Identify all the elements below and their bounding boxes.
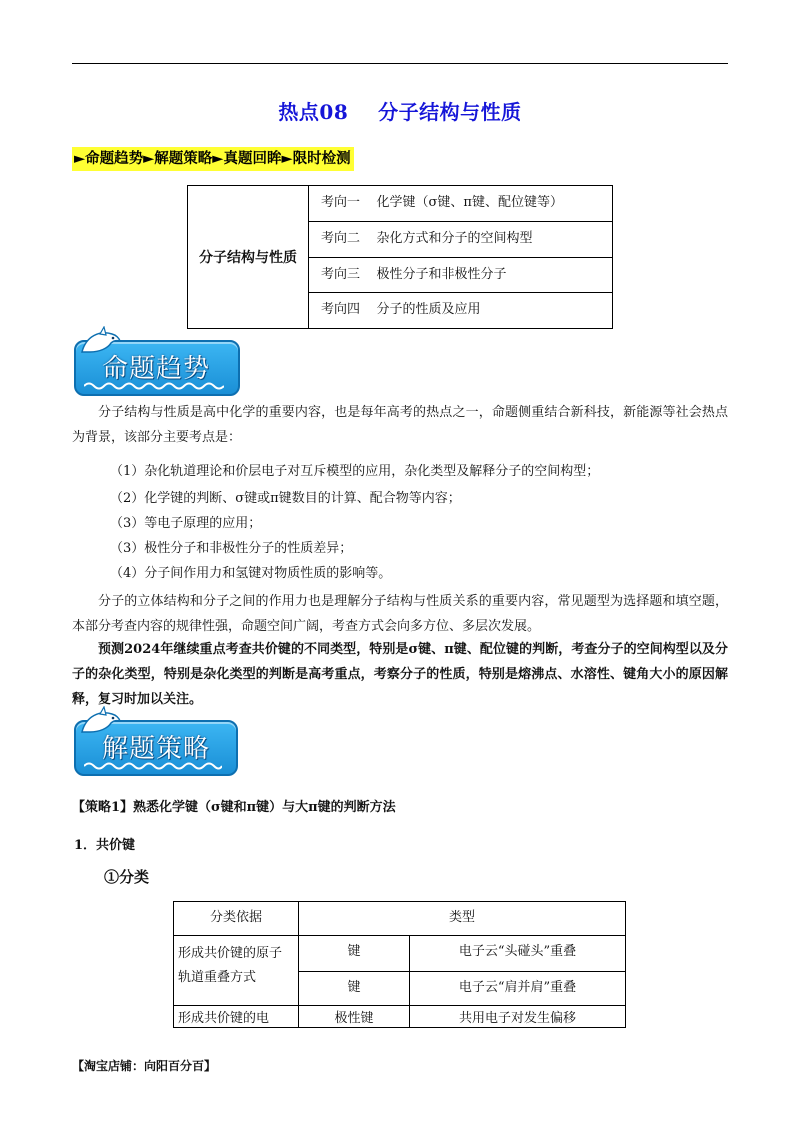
row1-basis: 形成共价键的原子轨道重叠方式 xyxy=(174,936,299,1006)
row1-desc-b: 电子云“肩并肩”重叠 xyxy=(410,972,626,1006)
row2-basis: 形成共价键的电 xyxy=(174,1006,299,1028)
wave-decoration xyxy=(84,381,224,391)
classification-table xyxy=(173,901,626,1028)
footer: 【淘宝店铺：向阳百分百】 xyxy=(72,1059,217,1073)
row1-type-b: 键 xyxy=(299,972,410,1006)
strategy-badge-label: 解题策略 xyxy=(102,734,211,764)
top-rule xyxy=(72,63,728,64)
strategy-heading: 【策略1】熟悉化学键（σ键和π键）与大π键的判断方法 xyxy=(72,800,396,815)
subsection-heading: ①分类 xyxy=(104,868,150,886)
trend-badge xyxy=(74,340,240,396)
trend-point: （1）杂化轨道理论和价层电子对互斥模型的应用，杂化类型及解释分子的空间构型； xyxy=(110,464,600,479)
section-heading: 1．共价键 xyxy=(74,838,136,853)
section-nav: ►命题趋势►解题策略►真题回眸►限时检测 xyxy=(72,147,354,171)
trend-point: （3）等电子原理的应用； xyxy=(110,516,262,531)
trend-point: （2）化学键的判断、σ键或π键数目的计算、配合物等内容； xyxy=(110,491,461,506)
wave-decoration xyxy=(84,761,222,771)
summary-item: 考向二 杂化方式和分子的空间构型 xyxy=(309,221,613,257)
summary-head: 分子结构与性质 xyxy=(188,186,309,329)
trend-forecast: 预测2024年继续重点考查共价键的不同类型，特别是σ键、π键、配位键的判断，考查分子的空间构型以及分子的杂化类型，特别是杂化类型的判断是高考重点，考察分子的性质，特别是熔沸点、水溶性、键角大小的原因解释，复习时加以关注。 xyxy=(72,642,728,707)
trend-point: （3）极性分子和非极性分子的性质差异； xyxy=(110,541,353,556)
trend-point: （4）分子间作用力和氢键对物质性质的影响等。 xyxy=(110,566,392,581)
summary-item: 考向四 分子的性质及应用 xyxy=(309,293,613,329)
row1-type-a: 键 xyxy=(299,936,410,972)
summary-item: 考向三 极性分子和非极性分子 xyxy=(309,257,613,293)
summary-table xyxy=(187,185,613,329)
row2-desc: 共用电子对发生偏移 xyxy=(410,1006,626,1028)
trend-intro: 分子结构与性质是高中化学的重要内容，也是每年高考的热点之一，命题侧重结合新科技，新能源等社会热点为背景，该部分主要考点是： xyxy=(72,405,728,445)
header-basis: 分类依据 xyxy=(174,902,299,936)
strategy-badge xyxy=(74,720,238,776)
header-type: 类型 xyxy=(299,902,626,936)
summary-item: 考向一 化学键（σ键、π键、配位键等） xyxy=(309,186,613,222)
row1-desc-a: 电子云“头碰头”重叠 xyxy=(410,936,626,972)
trend-para2: 分子的立体结构和分子之间的作用力也是理解分子结构与性质关系的重要内容，常见题型为选择题和填空题，本部分考查内容的规律性强，命题空间广阔，考查方式会向多方位、多层次发展。 xyxy=(72,594,728,634)
trend-badge-label: 命题趋势 xyxy=(102,354,211,384)
row2-type: 极性键 xyxy=(299,1006,410,1028)
page-title: 热点08 分子结构与性质 xyxy=(278,100,522,124)
